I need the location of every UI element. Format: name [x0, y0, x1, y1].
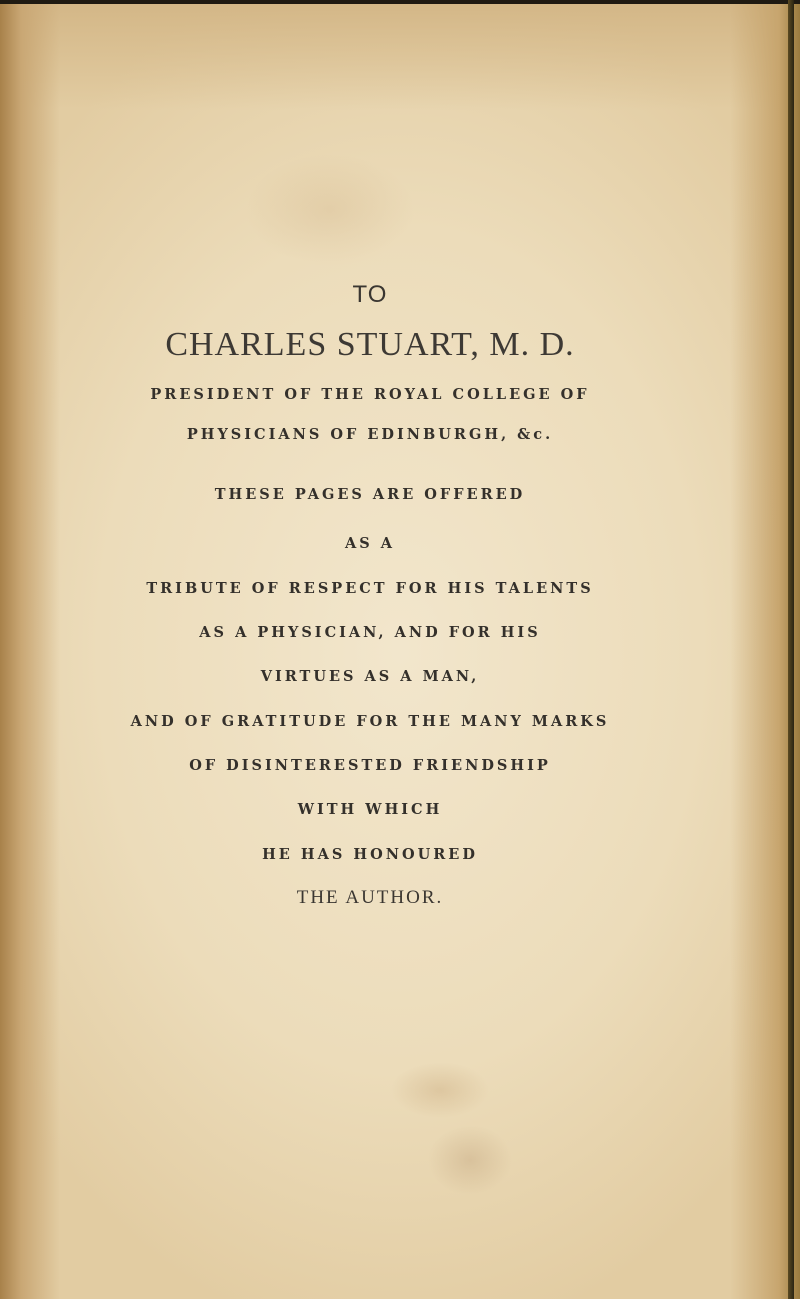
- dedication-line: AS A: [344, 535, 396, 552]
- dedication-line: PRESIDENT OF THE ROYAL COLLEGE OF: [150, 386, 590, 403]
- dedication-line: VIRTUES AS A MAN,: [260, 668, 480, 685]
- author-signature: THE AUTHOR.: [296, 887, 444, 908]
- right-border-line: [788, 0, 794, 1299]
- dedication-line: AND OF GRATITUDE FOR THE MANY MARKS: [130, 713, 610, 730]
- dedication-line: WITH WHICH: [297, 801, 443, 818]
- dedication-line: AS A PHYSICIAN, AND FOR HIS: [199, 624, 541, 641]
- dedication-line: TRIBUTE OF RESPECT FOR HIS TALENTS: [146, 580, 594, 597]
- top-border-line: [0, 0, 800, 4]
- dedicatee-name: CHARLES STUART, M. D.: [165, 326, 575, 363]
- dedication-line: PHYSICIANS OF EDINBURGH, &c.: [186, 426, 554, 443]
- dedication-line: OF DISINTERESTED FRIENDSHIP: [189, 757, 551, 774]
- dedication-line: HE HAS HONOURED: [262, 846, 478, 863]
- page-top-shading: [0, 0, 800, 110]
- dedication-to: TO: [352, 281, 388, 308]
- page-left-edge: [0, 0, 60, 1299]
- dedication-line: THESE PAGES ARE OFFERED: [214, 486, 526, 503]
